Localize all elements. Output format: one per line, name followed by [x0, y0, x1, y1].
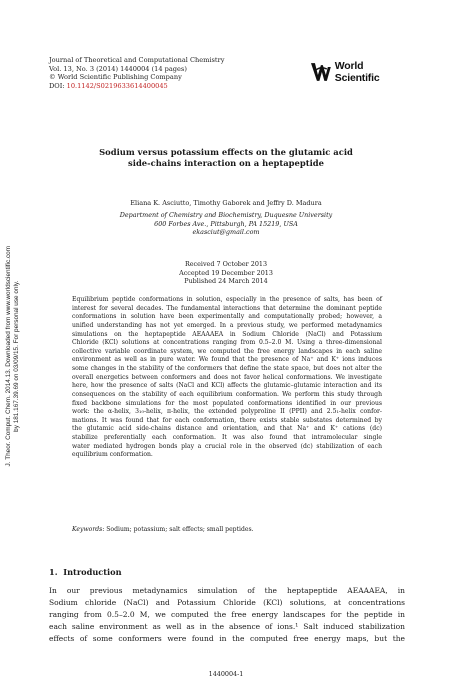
intro-line: effects of some conformers were found in the computed free energy maps, but the [49, 634, 405, 644]
journal-name: Journal of Theoretical and Computational Chemistry [49, 56, 225, 64]
abstract-line: some changes in the stability of the conformers that define the state space, but does not alter the [72, 365, 382, 372]
doi-link[interactable]: 10.1142/S0219633614400045 [66, 81, 168, 90]
intro-line: In our previous metadynamics simulation of the heptapeptide AEAAAEA, in [49, 586, 405, 595]
date-published: Published 24 March 2014 [184, 277, 268, 286]
affiliation [60, 211, 392, 237]
abstract-line: overall energetics between conformers and does not favor helical conformations. We investigate [72, 373, 382, 381]
abstract-line: equilibrium conformation. [72, 451, 153, 459]
abstract-line: water mediated hydrogen bonds play a crucial role in the observed (dc) stabilization of each [72, 442, 382, 450]
abstract-line: conformations in solution have been experimentally and computationally probed; however, a [72, 313, 382, 321]
abstract-line: the glutamic acid side-chains distance and orientation, and that Na⁺ and K⁺ cations (dc) [72, 425, 382, 433]
paper-title [60, 147, 392, 169]
intro-line: each saline environment as well as in the absence of ions.¹ Salt induced stabilization [49, 622, 405, 632]
date-received: Received 7 October 2013 [184, 260, 268, 268]
author-email[interactable]: ekasciut@gmail.com [192, 228, 260, 237]
publisher-logo [310, 61, 410, 83]
abstract-line: Equilibrium peptide conformations in solution, especially in the presence of salts, has been of [72, 296, 382, 303]
abstract [72, 296, 382, 460]
abstract-line: interest for several decades. The fundamental interactions that determine the dominant peptide [72, 304, 382, 312]
abstract-line: work: the α-helix, 3₁₀-helix, π-helix, the extended polyproline II (PPII) and 2.5₁-helix confor- [72, 408, 382, 416]
abstract-line: unified understanding has not yet emerged. In a previous study, we performed metadynamics [72, 321, 382, 329]
abstract-line: Chloride (KCl) solutions at concentrations ranging from 0.5–2.0 M. Using a three-dimensional [72, 339, 382, 347]
title-line-2: side-chains interaction on a heptapeptide [128, 158, 324, 168]
journal-doi [49, 82, 279, 91]
publisher-name: World Scientific [334, 60, 380, 84]
download-notice [3, 206, 24, 506]
keywords-text: : Sodium; potassium; salt effects; small peptides. [102, 526, 254, 533]
journal-header [49, 56, 279, 90]
abstract-line: collective variable coordinate system, we computed the free energy landscapes in each saline [72, 347, 382, 355]
abstract-line: fixed backbone simulations for the most populated conformations identified in our previous [72, 399, 382, 407]
download-notice-line-1: J. Theor. Comput. Chem. 2014.13. Downloaded from www.worldscientific.com [5, 245, 13, 467]
abstract-line: environment as well as in pure water. We found that the presence of Na⁺ and K⁺ ions induces [72, 356, 382, 364]
page-number: 1440004-1 [208, 670, 244, 678]
intro-line: Sodium chloride (NaCl) and Potassium Chloride (KCl) solutions, at concentrations [49, 598, 405, 608]
authors: Eliana K. Asciutto, Timothy Gaborek and Jeffry D. Madura [130, 199, 322, 207]
title-line-1: Sodium versus potassium effects on the glutamic acid [99, 147, 353, 157]
abstract-line: mations. It was found that for each conformation, there exists stable substates determined by [72, 416, 382, 424]
abstract-line: here, how the presence of salts (NaCl and KCl) affects the glutamic–glutamic interaction and its [72, 382, 382, 390]
world-scientific-logo-icon [310, 61, 332, 83]
date-accepted: Accepted 19 December 2013 [179, 268, 273, 277]
abstract-line: simulations on the heptapeptide AEAAAEA in Sodium Chloride (NaCl) and Potassium [72, 330, 382, 338]
keywords [72, 526, 382, 535]
abstract-line: stabilize preferentially each conformation. It was also found that intramolecular single [72, 434, 382, 441]
doi-label: DOI: [49, 81, 67, 90]
publication-dates [60, 260, 392, 286]
keywords-label: Keywords [72, 526, 103, 533]
section-title: Introduction [63, 567, 122, 577]
section-number: 1. [49, 567, 58, 577]
introduction-body [49, 585, 405, 645]
download-notice-line-2: by 181.167.39.69 on 03/09/15. For personal use only. [13, 280, 21, 432]
abstract-line: consequences on the stability of each equilibrium conformation. We perform this study through [72, 390, 382, 398]
journal-copyright: © World Scientific Publishing Company [49, 73, 182, 82]
affiliation-address: 600 Forbes Ave., Pittsburgh, PA 15219, USA [154, 219, 298, 228]
section-heading-introduction [49, 567, 122, 578]
journal-volume: Vol. 13, No. 3 (2014) 1440004 (14 pages) [49, 64, 187, 73]
affiliation-department: Department of Chemistry and Biochemistry, Duquesne University [119, 211, 333, 219]
intro-line: ranging from 0.5–2.0 M, we computed the free energy landscapes for the peptide in [49, 610, 405, 620]
